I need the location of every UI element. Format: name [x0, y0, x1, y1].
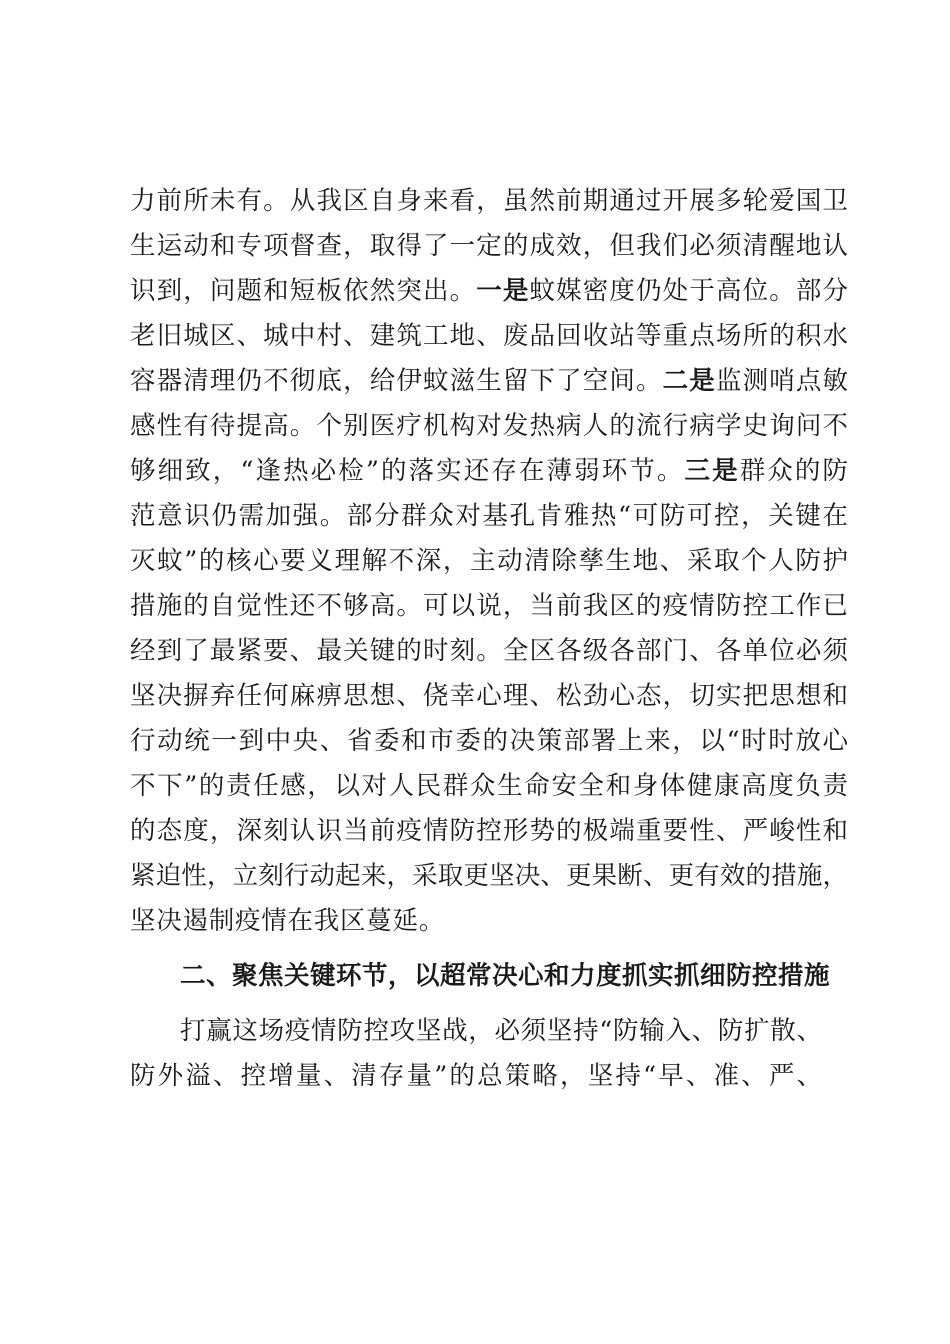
text-run: 识到，问题和短板依然突出。	[130, 276, 477, 306]
emphasis-text: 二是	[662, 366, 716, 396]
paragraph-line: 打赢这场疫情防控攻坚战，必须坚持“防输入、防扩散、	[180, 1016, 822, 1046]
emphasis-text: 三是	[684, 456, 740, 486]
paragraph-line: 坚决遏制疫情在我区蔓延。	[130, 906, 446, 936]
text-run: 监测哨点敏	[715, 366, 848, 396]
paragraph-line: 范意识仍需加强。部分群众对基孔肯雅热“可防可控，关键在	[130, 501, 848, 531]
paragraph-line: 措施的自觉性还不够高。可以说，当前我区的疫情防控工作已	[130, 591, 848, 621]
paragraph-line	[130, 456, 848, 486]
paragraph-line	[130, 366, 848, 396]
paragraph-line: 感性有待提高。个别医疗机构对发热病人的流行病学史询问不	[130, 411, 848, 441]
paragraph-line: 不下”的责任感，以对人民群众生命安全和身体健康高度负责	[130, 771, 848, 801]
text-run: 群众的防	[739, 456, 848, 486]
paragraph-line: 经到了最紧要、最关键的时刻。全区各级各部门、各单位必须	[130, 636, 848, 666]
paragraph-line: 力前所未有。从我区自身来看，虽然前期通过开展多轮爱国卫	[130, 186, 848, 216]
text-run: 蚊媒密度仍处于高位。部分	[529, 276, 848, 306]
text-run: 够细致，“逢热必检”的落实还存在薄弱环节。	[130, 456, 685, 486]
paragraph-line: 生运动和专项督查，取得了一定的成效，但我们必须清醒地认	[130, 231, 848, 261]
paragraph-line: 行动统一到中央、省委和市委的决策部署上来，以“时时放心	[130, 726, 848, 756]
paragraph-line: 紧迫性，立刻行动起来，采取更坚决、更果断、更有效的措施，	[130, 861, 848, 891]
paragraph-line: 灭蚊”的核心要义理解不深，主动清除孳生地、采取个人防护	[130, 546, 848, 576]
paragraph-line: 老旧城区、城中村、建筑工地、废品回收站等重点场所的积水	[130, 321, 848, 351]
section-heading: 二、聚焦关键环节，以超常决心和力度抓实抓细防控措施	[180, 961, 831, 991]
paragraph-line: 防外溢、控增量、清存量”的总策略，坚持“早、准、严、	[130, 1061, 822, 1091]
emphasis-text: 一是	[476, 276, 530, 306]
text-run: 容器清理仍不彻底，给伊蚊滋生留下了空间。	[130, 366, 663, 396]
paragraph-line	[130, 276, 848, 306]
paragraph-line: 坚决摒弃任何麻痹思想、侥幸心理、松劲心态，切实把思想和	[130, 681, 848, 711]
paragraph-line: 的态度，深刻认识当前疫情防控形势的极端重要性、严峻性和	[130, 816, 848, 846]
